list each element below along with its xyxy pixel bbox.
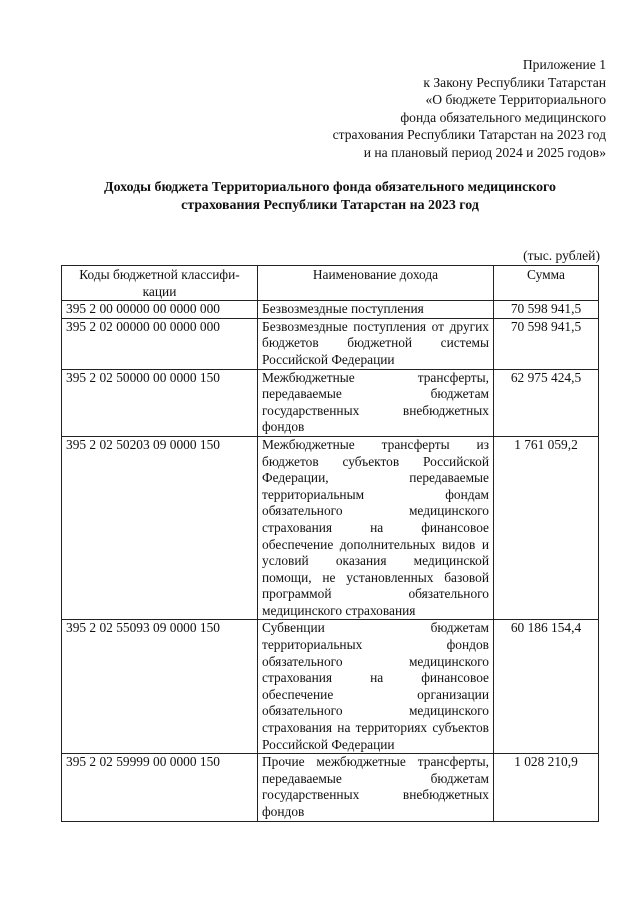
- row-sum: 1 028 210,9: [494, 754, 599, 821]
- appendix-line: и на плановый период 2024 и 2025 годов»: [363, 144, 606, 160]
- row-sum: 1 761 059,2: [494, 436, 599, 620]
- row-code: 395 2 02 50000 00 0000 150: [62, 369, 258, 436]
- document-title-line: Доходы бюджета Территориального фонда обязательного медицинского: [104, 180, 556, 195]
- row-sum: 70 598 941,5: [494, 318, 599, 369]
- row-name: Безвозмездные поступления от других бюджетов бюджетной системы Российской Федерации: [258, 318, 494, 369]
- row-name: Межбюджетные трансферты, передаваемые бюджетам государственных внебюджетных фондов: [258, 369, 494, 436]
- table-row: [62, 318, 599, 369]
- document-title-line: страхования Республики Татарстан на 2023 год: [181, 198, 479, 213]
- row-name: Субвенции бюджетам территориальных фондов обязательного медицинского страхования на финансовое обеспечение организации обязательного медицинского страхования на территориях субъектов Российской Федерации: [258, 620, 494, 754]
- income-table: [61, 265, 599, 822]
- units-note: (тыс. рублей): [523, 248, 600, 263]
- table-row: [62, 620, 599, 754]
- appendix-line: Приложение 1: [522, 57, 606, 72]
- header-sum: Сумма: [494, 266, 599, 301]
- header-code: Коды бюджетной классифи-кации: [62, 266, 258, 301]
- header-name: Наименование дохода: [258, 266, 494, 301]
- row-code: 395 2 02 55093 09 0000 150: [62, 620, 258, 754]
- table-row: [62, 436, 599, 620]
- table-row: [62, 754, 599, 821]
- table-row: [62, 369, 599, 436]
- table-row: [62, 301, 599, 319]
- row-name: Безвозмездные поступления: [258, 301, 494, 319]
- row-code: 395 2 00 00000 00 0000 000: [62, 301, 258, 319]
- row-code: 395 2 02 00000 00 0000 000: [62, 318, 258, 369]
- document-title: [60, 179, 600, 215]
- row-sum: 62 975 424,5: [494, 369, 599, 436]
- row-code: 395 2 02 59999 00 0000 150: [62, 754, 258, 821]
- appendix-header: [246, 56, 606, 161]
- appendix-line: фонда обязательного медицинского: [400, 109, 606, 125]
- appendix-line: страхования Республики Татарстан на 2023 год: [332, 127, 606, 142]
- row-code: 395 2 02 50203 09 0000 150: [62, 436, 258, 620]
- row-sum: 60 186 154,4: [494, 620, 599, 754]
- appendix-line: «О бюджете Территориального: [425, 92, 606, 107]
- table-header-row: [62, 266, 599, 301]
- row-sum: 70 598 941,5: [494, 301, 599, 319]
- row-name: Межбюджетные трансферты из бюджетов субъектов Российской Федерации, передаваемые территориальным фондам обязательного медицинского страхования на финансовое обеспечение дополнительных видов и условий оказания медицинской помощи, не установленных базовой программой обязательного медицинского страхования: [258, 436, 494, 620]
- row-name: Прочие межбюджетные трансферты, передаваемые бюджетам государственных внебюджетных фондов: [258, 754, 494, 821]
- appendix-line: к Закону Республики Татарстан: [423, 74, 606, 90]
